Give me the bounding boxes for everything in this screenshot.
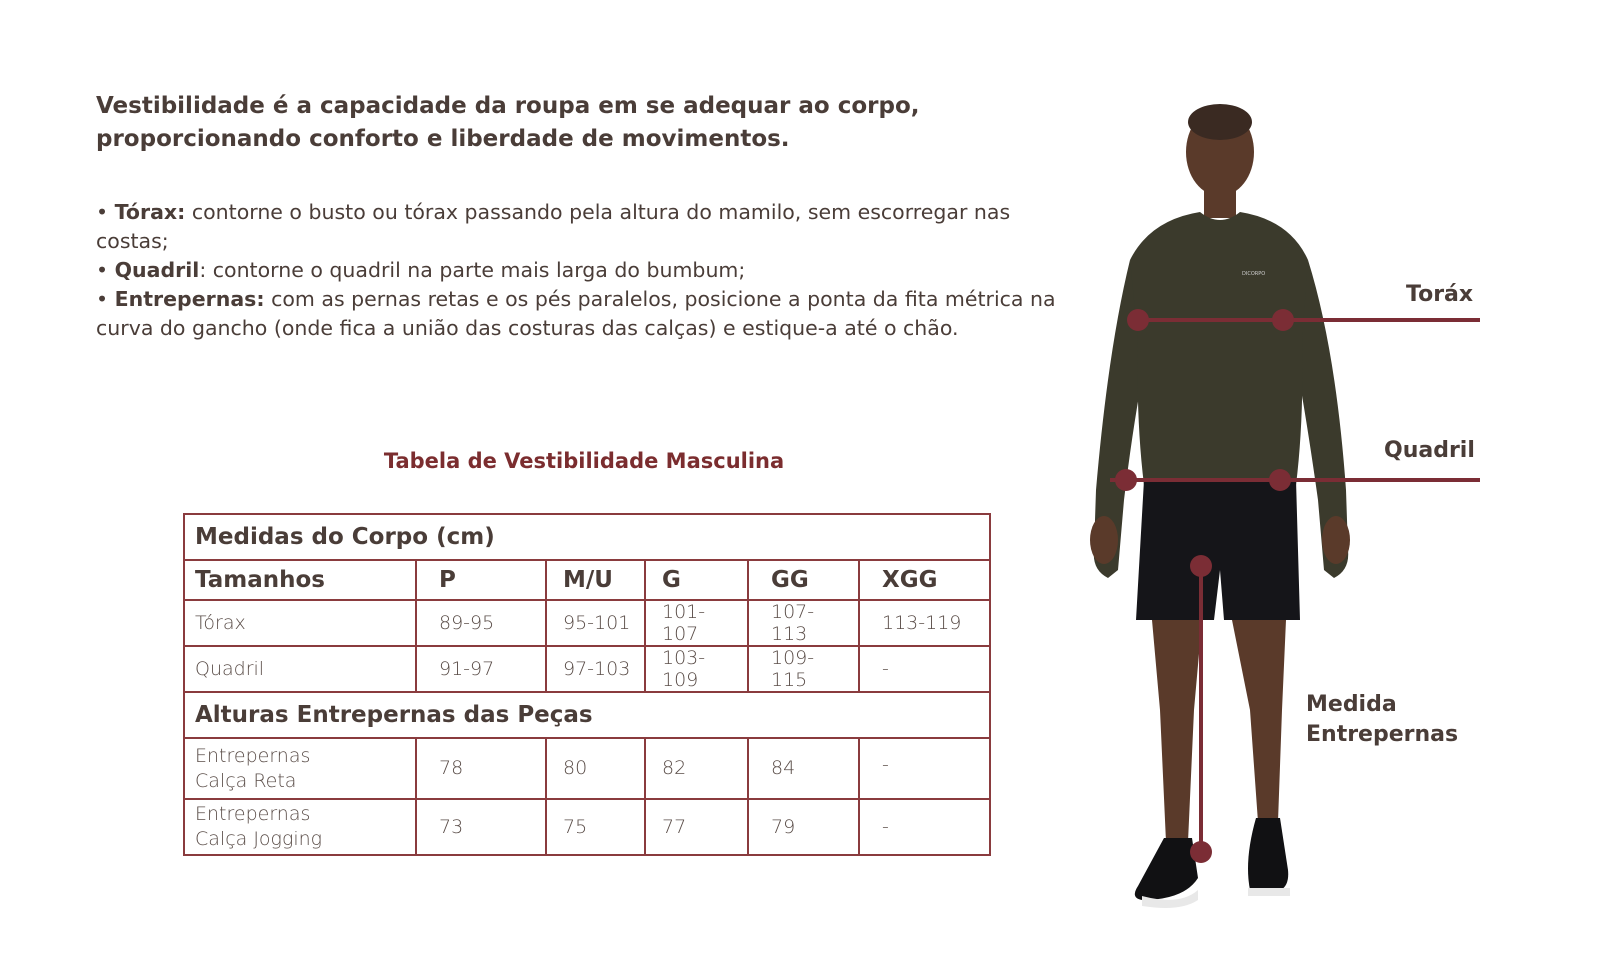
size-g: G [645, 560, 748, 600]
intro-line-2: proporcionando conforto e liberdade de movimentos. [96, 126, 790, 152]
table-group-header [184, 514, 990, 560]
bullet: • [96, 200, 109, 224]
cell: 84 [748, 738, 859, 799]
instruction-text: contorne o busto ou tórax passando pela altura do mamilo, sem escorregar nas costas; [96, 200, 1011, 253]
label-inseam-line-1: Medida [1306, 692, 1397, 717]
bullet: • [96, 258, 109, 282]
row-label: Tórax [184, 600, 416, 646]
row-label-line-2: Calça Reta [195, 769, 297, 792]
cell: 77 [645, 799, 748, 855]
cell: 97-103 [546, 646, 645, 692]
row-label-line-2: Calça Jogging [195, 828, 323, 850]
cell: 95-101 [546, 600, 645, 646]
table-title: Tabela de Vestibilidade Masculina [383, 449, 785, 473]
model-legs [1152, 620, 1286, 842]
cell: 109-115 [748, 646, 859, 692]
cell: 101-107 [645, 600, 748, 646]
table-row [184, 646, 990, 692]
size-gg: GG [748, 560, 859, 600]
cell: - [859, 646, 990, 692]
instruction-hip [96, 256, 1086, 285]
row-label: Quadril [184, 646, 416, 692]
cell: 80 [546, 738, 645, 799]
model-shorts [1136, 480, 1300, 620]
cell: 103-109 [645, 646, 748, 692]
instruction-chest [96, 198, 1086, 256]
cell: 89-95 [416, 600, 546, 646]
cell: 113-119 [859, 600, 990, 646]
row-label-line-1: Entrepernas [195, 803, 311, 825]
table-sizes-row [184, 560, 990, 600]
cell: 78 [416, 738, 546, 799]
cell: 79 [748, 799, 859, 855]
cell: - [859, 799, 990, 855]
instruction-term: Quadril [114, 258, 200, 282]
cell: - [859, 738, 990, 799]
size-p: P [416, 560, 546, 600]
cell: 82 [645, 738, 748, 799]
table-group-header [184, 692, 990, 738]
row-label [184, 799, 416, 855]
model-head [1186, 104, 1254, 218]
cell: 91-97 [416, 646, 546, 692]
model-figure [1090, 100, 1570, 930]
cell: 75 [546, 799, 645, 855]
table-row [184, 600, 990, 646]
model-shirt [1130, 212, 1308, 485]
row-label-line-1: Entrepernas [195, 744, 311, 767]
table-row [184, 799, 990, 855]
model-shoes [1135, 818, 1290, 908]
label-inseam-line-2: Entrepernas [1306, 722, 1459, 747]
row-label [184, 738, 416, 799]
instruction-term: Tórax: [114, 200, 186, 224]
cell: 107-113 [748, 600, 859, 646]
instruction-text: com as pernas retas e os pés paralelos, posicione a ponta da fita métrica na curva do gancho (onde fica a união das costuras das calças) e estique-a até o chão. [96, 287, 1056, 340]
label-inseam [1306, 690, 1458, 750]
label-hip: Quadril [1384, 438, 1475, 463]
table-row [184, 738, 990, 799]
group-body-measures: Medidas do Corpo (cm) [184, 514, 990, 560]
measurement-instructions [96, 198, 1086, 343]
sizes-label: Tamanhos [184, 560, 416, 600]
size-table [183, 513, 991, 856]
instruction-text: : contorne o quadril na parte mais larga do bumbum; [199, 258, 746, 282]
size-mu: M/U [546, 560, 645, 600]
instruction-term: Entrepernas: [114, 287, 265, 311]
shirt-brand: DICORPO [1242, 271, 1266, 277]
intro-text [96, 90, 956, 156]
size-xgg: XGG [859, 560, 990, 600]
intro-line-1: Vestibilidade é a capacidade da roupa em se adequar ao corpo, [96, 93, 920, 119]
model-illustration [1090, 100, 1570, 930]
cell: 73 [416, 799, 546, 855]
group-inseam-heights: Alturas Entrepernas das Peças [184, 692, 990, 738]
instruction-inseam [96, 285, 1086, 343]
bullet: • [96, 287, 109, 311]
label-chest: Toráx [1406, 282, 1474, 307]
